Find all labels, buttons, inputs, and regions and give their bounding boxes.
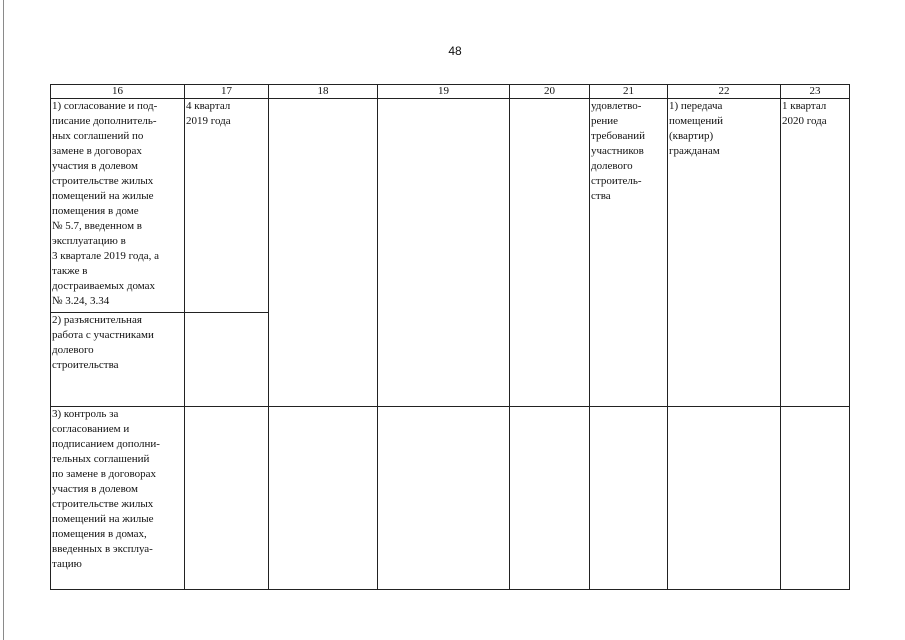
header-21: 21 — [590, 85, 668, 99]
row1-col17-text: 4 квартал 2019 года — [186, 100, 231, 127]
row3-col19 — [378, 407, 510, 590]
header-17: 17 — [185, 85, 269, 99]
row3-col16 — [51, 407, 185, 590]
row1-col22 — [668, 99, 781, 407]
header-row — [51, 85, 850, 99]
row3-col21 — [590, 407, 668, 590]
header-23: 23 — [781, 85, 850, 99]
row1-col23 — [781, 99, 850, 407]
row1-col21-text: удовлетво- рение требований участников долевого строитель- ства — [591, 100, 646, 202]
header-19: 19 — [378, 85, 510, 99]
page-number: 48 — [448, 44, 462, 58]
row1-col20 — [510, 99, 590, 407]
table-row — [51, 407, 850, 590]
row2-col17 — [185, 313, 269, 407]
header-18: 18 — [269, 85, 378, 99]
left-margin-rule — [3, 0, 4, 640]
table-row — [51, 99, 850, 313]
row3-col18 — [269, 407, 378, 590]
header-16: 16 — [51, 85, 185, 99]
row2-col16-text: 2) разъяснительная работа с участниками долевого строительства — [52, 314, 154, 371]
row1-col17 — [185, 99, 269, 313]
row3-col17 — [185, 407, 269, 590]
row3-col22 — [668, 407, 781, 590]
plan-table — [50, 84, 850, 590]
row1-col18 — [269, 99, 378, 407]
row1-col19 — [378, 99, 510, 407]
header-22: 22 — [668, 85, 781, 99]
row1-col23-text: 1 квартал 2020 года — [782, 100, 827, 127]
row2-col16 — [51, 313, 185, 407]
row3-col16-text: 3) контроль за согласованием и подписанием дополни- тельных соглашений по замене в договорах участия в долевом строительстве жилых помещений на жилые помещения в домах, введенных в эксплуа- тацию — [52, 408, 160, 570]
row1-col16-text: 1) согласование и под- писание дополнитель- ных соглашений по замене в договорах участия в долевом строительстве жилых помещений на жилые помещения в доме № 5.7, введенном в эксплуатацию в 3 квартале 2019 года, а также в достраиваемых домах № 3.24, 3.34 — [52, 100, 159, 307]
row1-col16 — [51, 99, 185, 313]
row3-col20 — [510, 407, 590, 590]
row3-col23 — [781, 407, 850, 590]
row1-col22-text: 1) передача помещений (квартир) гражданам — [669, 100, 724, 157]
header-20: 20 — [510, 85, 590, 99]
row1-col21 — [590, 99, 668, 407]
